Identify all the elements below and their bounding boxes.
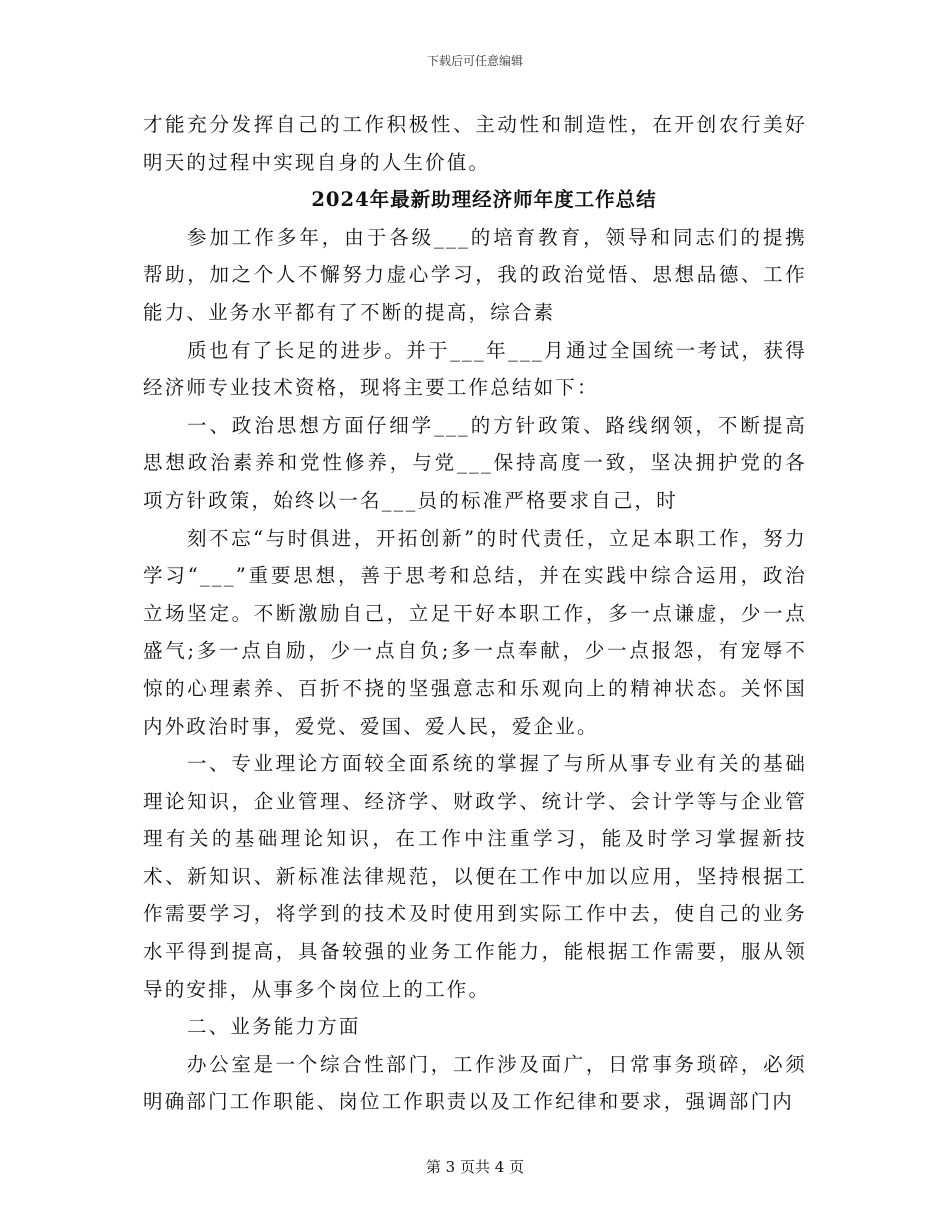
paragraph-office: 办公室是一个综合性部门，工作涉及面广，日常事务琐碎，必须明确部门工作职能、岗位工作职责以及工作纪律和要求，强调部门内 [143,1052,807,1114]
paragraph-attitude: 刻不忘“与时俱进，开拓创新”的时代责任，立足本职工作，努力学习“___”重要思想，善于思考和总结，并在实践中综合运用，政治立场坚定。不断激励自己，立足干好本职工作，多一点谦虚，少一点盛气;多一点自励，少一点自负;多一点奉献，少一点报怨，有宠辱不惊的心理素养、百折不挠的坚强意志和乐观向上的精神状态。关怀国内外政治时事，爱党、爱国、爱人民，爱企业。 [143,526,807,738]
page-header: 下载后可任意编辑 [426,54,523,68]
document-body [143,106,807,1121]
paragraph-continuation: 才能充分发挥自己的工作积极性、主动性和制造性，在开创农行美好明天的过程中实现自身的人生价值。 [143,113,807,174]
paragraph-qualification: 质也有了长足的进步。并于___年___月通过全国统一考试，获得经济师专业技术资格，现将主要工作总结如下： [143,338,807,400]
document-title: 2024年最新助理经济师年度工作总结 [311,188,657,212]
page-number: 第 3 页共 4 页 [425,1158,525,1176]
paragraph-theory: 一、专业理论方面较全面系统的掌握了与所从事专业有关的基础理论知识，企业管理、经济学、财政学、统计学、会计学等与企业管理有关的基础理论知识，在工作中注重学习，能及时学习掌握新技术、新知识、新标准法律规范，以便在工作中加以应用，坚持根据工作需要学习，将学到的技术及时使用到实际工作中去，使自己的业务水平得到提高，具备较强的业务工作能力，能根据工作需要，服从领导的安排，从事多个岗位上的工作。 [143,752,807,1001]
paragraph-political: 一、政治思想方面仔细学___的方针政策、路线纲领，不断提高思想政治素养和党性修养，与党___保持高度一致，坚决拥护党的各项方针政策，始终以一名___员的标准严格要求自己，时 [143,413,807,512]
section-heading-business: 二、业务能力方面 [187,1015,361,1039]
paragraph-intro: 参加工作多年，由于各级___的培育教育，领导和同志们的提携帮助，加之个人不懈努力虚心学习，我的政治觉悟、思想品德、工作能力、业务水平都有了不断的提高，综合素 [143,225,807,324]
